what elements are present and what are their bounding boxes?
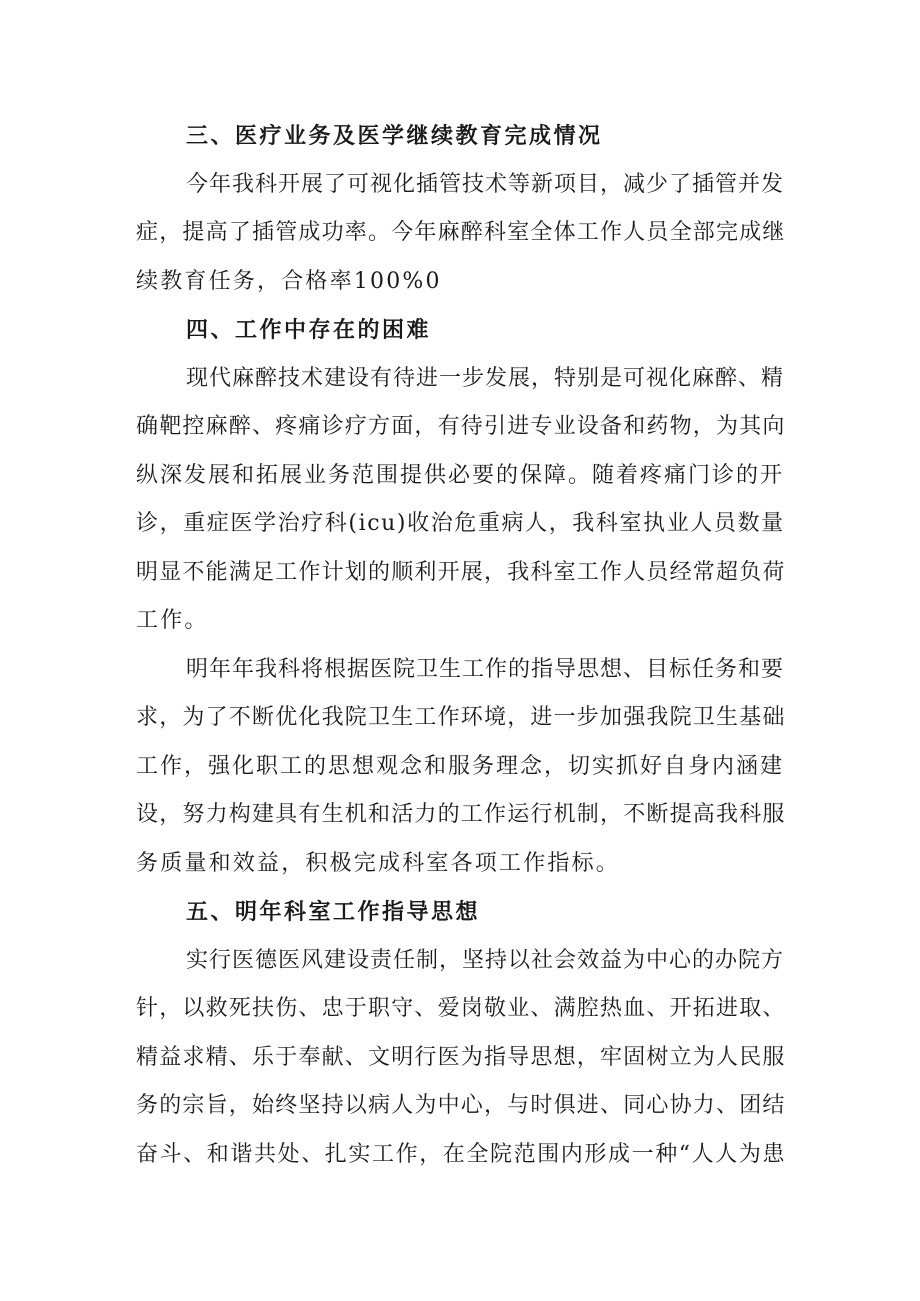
paragraph-line: 工作。	[136, 608, 209, 633]
paragraph-line: 明显不能满足工作计划的顺利开展，我科室工作人员经常超负荷	[136, 559, 786, 585]
paragraph-line: 确靶控麻醉、疼痛诊疗方面，有待引进专业设备和药物，为其向	[136, 414, 786, 439]
paragraph-line: 精益求精、乐于奉献、文明行医为指导思想，牢固树立为人民服	[136, 1044, 786, 1070]
paragraph-line: 症，提高了插管成功率。今年麻醉科室全体工作人员全部完成继	[136, 220, 786, 245]
paragraph-line: 诊，重症医学治疗科(icu)收治危重病人，我科室执业人员数量	[136, 511, 785, 536]
paragraph-line: 纵深发展和拓展业务范围提供必要的保障。随着疼痛门诊的开	[136, 462, 785, 488]
document-page	[136, 112, 788, 1179]
paragraph-line: 今年我科开展了可视化插管技术等新项目，减少了插管并发	[186, 171, 785, 197]
section-4-heading: 四、工作中存在的困难	[186, 317, 432, 343]
paragraph-line: 现代麻醉技术建设有待进一步发展，特别是可视化麻醉、精	[186, 365, 785, 391]
section-3-heading: 三、医疗业务及医学继续教育完成情况	[186, 123, 603, 149]
section-5-heading: 五、明年科室工作指导思想	[186, 899, 481, 925]
paragraph-line: 务的宗旨，始终坚持以病人为中心，与时俱进、同心协力、团结	[136, 1093, 786, 1118]
paragraph-line: 设，努力构建具有生机和活力的工作运行机制，不断提高我科服	[136, 802, 786, 827]
paragraph-line: 针，以救死扶伤、忠于职守、爱岗敬业、满腔热血、开拓进取、	[136, 996, 786, 1021]
paragraph-line: 实行医德医风建设责任制，坚持以社会效益为中心的办院方	[186, 947, 785, 973]
paragraph-line: 续教育任务，合格率100%0	[136, 268, 442, 294]
paragraph-line: 求，为了不断优化我院卫生工作环境，进一步加强我院卫生基础	[136, 705, 786, 730]
paragraph-line: 奋斗、和谐共处、扎实工作，在全院范围内形成一种“人人为患	[136, 1141, 787, 1167]
paragraph-line: 明年年我科将根据医院卫生工作的指导思想、目标任务和要	[186, 656, 785, 682]
paragraph-line: 务质量和效益，积极完成科室各项工作指标。	[136, 850, 621, 876]
paragraph-line: 工作，强化职工的思想观念和服务理念，切实抓好自身内涵建	[136, 753, 785, 779]
